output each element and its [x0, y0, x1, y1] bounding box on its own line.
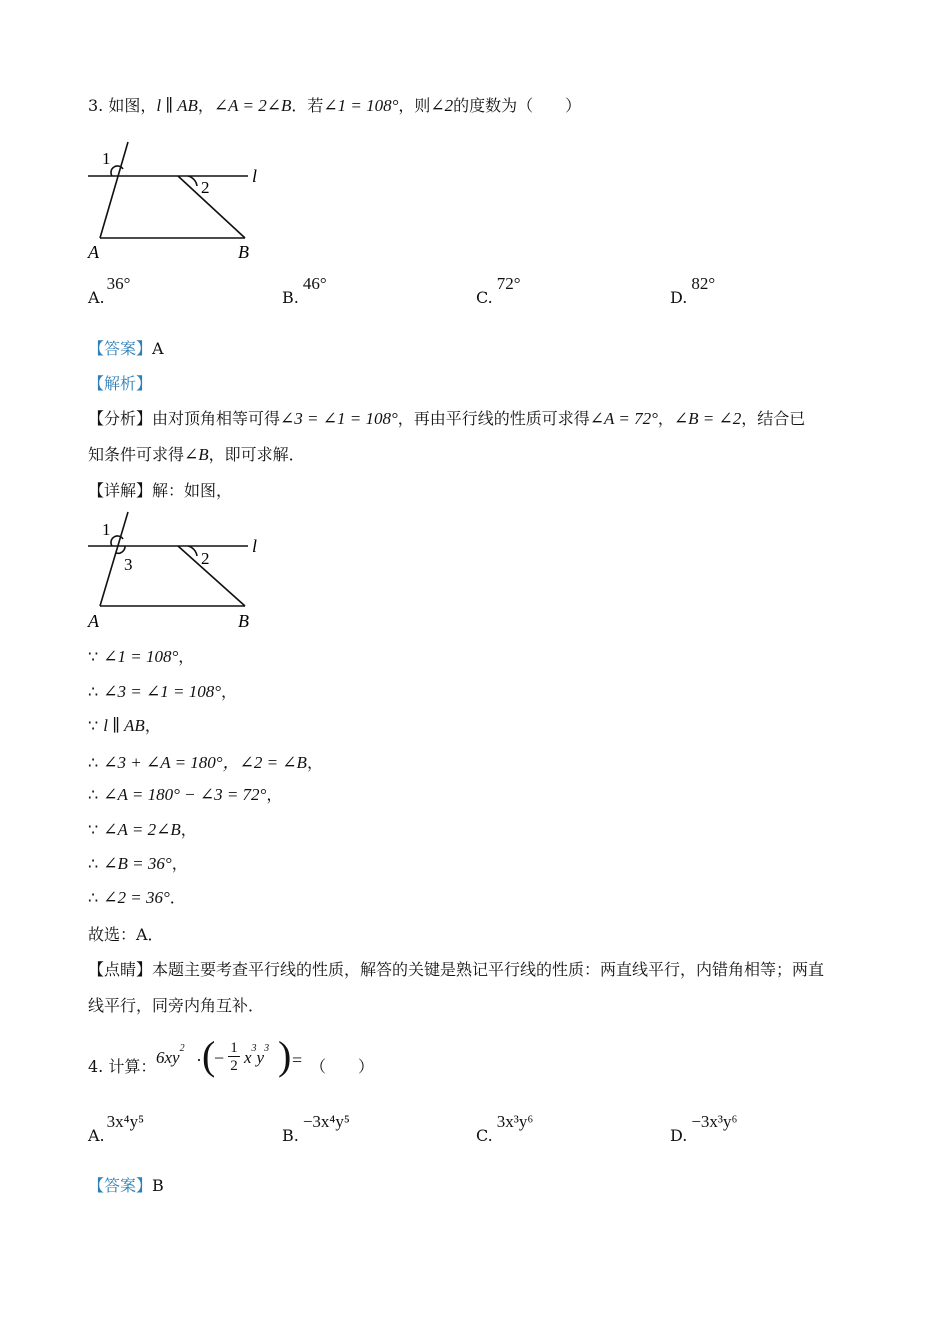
step-1-end: ， — [178, 647, 195, 666]
q3-fenxi-1e: ， — [657, 409, 674, 428]
q3-option-c[interactable] — [476, 274, 521, 307]
q3-cond-parallel: l ∥ AB — [156, 96, 198, 115]
step-7-sym: ∴ — [88, 854, 99, 873]
angle-1-arc — [111, 536, 123, 546]
q3-option-c-value: 72° — [496, 274, 521, 293]
fig2-label-1: 1 — [102, 520, 111, 539]
q3-figure-1 — [80, 138, 270, 268]
q3-detail-tag: 【详解】 — [88, 481, 153, 500]
step-2-expr: ∠3 = ∠1 = 108° — [103, 682, 222, 701]
q3-fenxi-1b: ∠3 = ∠1 = 108° — [280, 409, 398, 428]
q3-detail-line — [88, 478, 232, 501]
fig1-label-1: 1 — [102, 149, 111, 168]
step-3 — [88, 713, 161, 736]
step-5-end: ， — [266, 785, 283, 804]
step-3-end: ， — [144, 716, 161, 735]
q4-option-d[interactable] — [670, 1112, 738, 1145]
q4-option-c-letter: C. — [476, 1126, 493, 1145]
q4-option-a-letter: A. — [88, 1126, 105, 1145]
fig2-label-a: A — [88, 611, 99, 631]
angle-2-arc — [188, 546, 197, 556]
q3-figure-2 — [80, 508, 270, 636]
step-6-expr: ∠A = 2∠B — [103, 820, 181, 839]
q3-prefix: 3. 如图， — [88, 96, 157, 115]
step-5-sym: ∴ — [88, 785, 99, 804]
fig2-label-3: 3 — [124, 555, 133, 574]
step-6-end: ， — [180, 820, 197, 839]
q4-option-c[interactable] — [476, 1112, 534, 1145]
step-4-sym: ∴ — [88, 753, 99, 772]
step-1 — [88, 644, 194, 667]
q3-answer-line — [88, 336, 164, 359]
step-2 — [88, 679, 237, 702]
step-5-expr: ∠A = 180° − ∠3 = 72° — [103, 785, 267, 804]
q3-option-b[interactable] — [282, 274, 327, 307]
step-2-sym: ∴ — [88, 682, 99, 701]
q3-option-c-letter: C. — [476, 288, 493, 307]
q3-fenxi-1d: ∠A = 72° — [589, 409, 658, 428]
q3-fenxi-2c: ，即可求解． — [208, 445, 305, 464]
q4-option-d-value: −3x³y⁶ — [691, 1112, 738, 1131]
step-4-expr: ∠3 + ∠A = 180°，∠2 = ∠B — [103, 753, 307, 772]
q3-option-b-value: 46° — [302, 274, 327, 293]
q4-prefix: 4. 计算： — [88, 1057, 157, 1076]
q4-option-b[interactable] — [282, 1112, 350, 1145]
q3-option-b-letter: B. — [282, 288, 299, 307]
segment-b-upper — [178, 546, 245, 606]
step-7-end: ， — [171, 854, 188, 873]
q3-cond-one: ∠1 = 108° — [323, 96, 399, 115]
q3-cond-angle: ∠A = 2∠B — [213, 96, 292, 115]
q3-dianjing-1: 本题主要考查平行线的性质，解答的关键是熟记平行线的性质：两直线平行，内错角相等；两直 — [152, 960, 825, 979]
q3-fenxi-1f: ∠B = ∠2 — [673, 409, 742, 428]
q3-ask-angle: ∠2 — [430, 96, 454, 115]
angle-1-arc — [111, 166, 123, 176]
fig1-label-b: B — [238, 242, 249, 262]
q3-option-a-letter: A. — [88, 288, 105, 307]
q3-sep1: ， — [197, 96, 214, 115]
fig2-label-b: B — [238, 611, 249, 631]
step-8-end: ． — [169, 888, 186, 907]
step-8-sym: ∴ — [88, 888, 99, 907]
step-8 — [88, 885, 186, 908]
step-7 — [88, 851, 188, 874]
step-4 — [88, 748, 323, 773]
q4-option-a[interactable] — [88, 1112, 144, 1145]
q3-sep2: ．若 — [291, 96, 324, 115]
q4-answer: B — [152, 1176, 164, 1195]
q3-fenxi-line-2 — [88, 442, 305, 465]
step-2-end: ， — [221, 682, 238, 701]
q3-option-d[interactable] — [670, 274, 716, 307]
q3-option-d-value: 82° — [691, 274, 716, 293]
angle-2-arc — [188, 176, 197, 186]
q3-dianjing-line-2: 线平行，同旁内角互补． — [88, 996, 265, 1015]
step-6 — [88, 817, 197, 840]
q4-option-c-value: 3x³y⁶ — [496, 1112, 534, 1131]
step-4-end: ， — [306, 753, 323, 772]
step-6-sym: ∵ — [88, 820, 99, 839]
q3-stem — [88, 93, 581, 116]
step-8-expr: ∠2 = 36° — [103, 888, 170, 907]
q3-fenxi-2b: ∠B — [184, 445, 209, 464]
fig1-label-2: 2 — [201, 178, 210, 197]
q3-fenxi-1g: ，结合已 — [741, 409, 806, 428]
q4-option-a-value: 3x⁴y⁵ — [106, 1112, 144, 1131]
q3-detail-intro: 解：如图， — [152, 481, 233, 500]
q3-option-d-letter: D. — [670, 288, 688, 307]
q3-fenxi-tag: 【分析】 — [88, 409, 153, 428]
segment-b-upper — [178, 176, 245, 238]
q3-answer: A — [152, 339, 164, 358]
q3-option-a[interactable] — [88, 274, 131, 307]
q4-answer-tag: 【答案】 — [88, 1176, 153, 1195]
q3-analysis-tag: 【解析】 — [88, 374, 153, 393]
step-1-expr: ∠1 = 108° — [103, 647, 179, 666]
step-5 — [88, 782, 282, 805]
q3-fenxi-2a: 知条件可求得 — [88, 445, 185, 464]
q3-analysis-line — [88, 371, 152, 394]
q3-choice-line: 故选：A． — [88, 925, 164, 944]
q4-paren: （ ） — [310, 1057, 375, 1076]
fig1-label-l: l — [252, 166, 258, 186]
q3-fenxi-1c: ，再由平行线的性质可求得 — [397, 409, 590, 428]
step-3-sym: ∵ — [88, 716, 99, 735]
q3-fenxi-1a: 由对顶角相等可得 — [152, 409, 281, 428]
fig2-label-2: 2 — [201, 549, 210, 568]
q4-option-d-letter: D. — [670, 1126, 688, 1145]
q3-sep3: ，则 — [398, 96, 431, 115]
step-3-expr: l ∥ AB — [103, 716, 145, 735]
q3-option-a-value: 36° — [106, 274, 131, 293]
q4-answer-line — [88, 1173, 164, 1196]
q3-dianjing-line-1 — [88, 957, 824, 980]
fig1-label-a: A — [88, 242, 99, 262]
step-7-expr: ∠B = 36° — [103, 854, 172, 873]
q3-suffix: 的度数为（ ） — [453, 96, 582, 115]
fig2-label-l: l — [252, 536, 258, 556]
q3-dianjing-tag: 【点睛】 — [88, 960, 153, 979]
step-1-sym: ∵ — [88, 647, 99, 666]
q4-option-b-letter: B. — [282, 1126, 299, 1145]
q3-answer-tag: 【答案】 — [88, 339, 153, 358]
q4-option-b-value: −3x⁴y⁵ — [302, 1112, 350, 1131]
q3-fenxi-line-1 — [88, 406, 805, 429]
